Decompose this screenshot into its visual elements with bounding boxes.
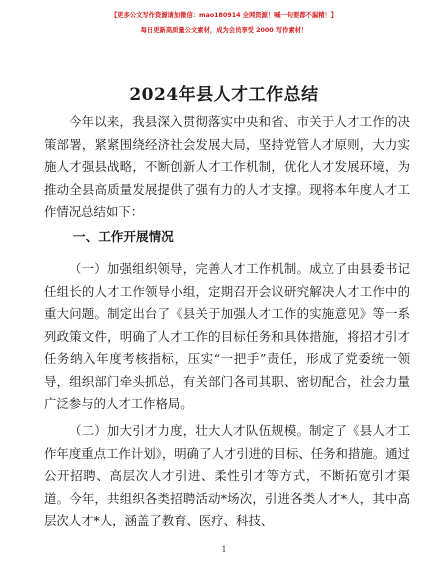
promo-banner-line-1: 【更多公文写作资源请加微信：mao180914 全网资源！喊一句要都不漏精！】 — [110, 12, 338, 19]
paragraph-talent-recruitment: （二）加大引才力度，壮大人才队伍规模。制定了《县人才工作年度重点工作计划》，明确了人才引进的目标、任务和措施。通过公开招聘、高层次人才引进、柔性引才等方式，不断拓宽引才渠道。今年，共组织各类招聘活动*场次，引进各类人才*人，其中高层次人才*人，涵盖了教育、医疗、科技、 — [44, 423, 410, 528]
document-title: 2024年县人才工作总结 — [129, 85, 319, 105]
intro-paragraph: 今年以来，我县深入贯彻落实中央和省、市关于人才工作的决策部署，紧紧围绕经济社会发展大局，坚持党管人才原则，大力实施人才强县战略，不断创新人才工作机制，优化人才发展环境，为推动全县高质量发展提供了强有力的人才支撑。现将本年度人才工作情况总结如下： — [44, 114, 410, 219]
promo-banner-line-2: 每日更新高质量公文素材，成为会员享受 2000 写作素材！ — [140, 27, 308, 34]
page-number: 1 — [221, 545, 227, 554]
section-heading: 一、工作开展情况 — [73, 229, 174, 244]
paragraph-organization-leadership: （一）加强组织领导，完善人才工作机制。成立了由县委书记任组长的人才工作领导小组，定期召开会议研究解决人才工作中的重大问题。制定出台了《县关于加强人才工作的实施意见》等一系列政策文件，明确了人才工作的目标任务和具体措施，将招才引才任务纳入年度考核指标，压实“一把手”责任，形成了党委统一领导，组织部门牵头抓总，有关部门各司其职、密切配合，社会力量广泛参与的人才工作格局。 — [44, 261, 410, 411]
